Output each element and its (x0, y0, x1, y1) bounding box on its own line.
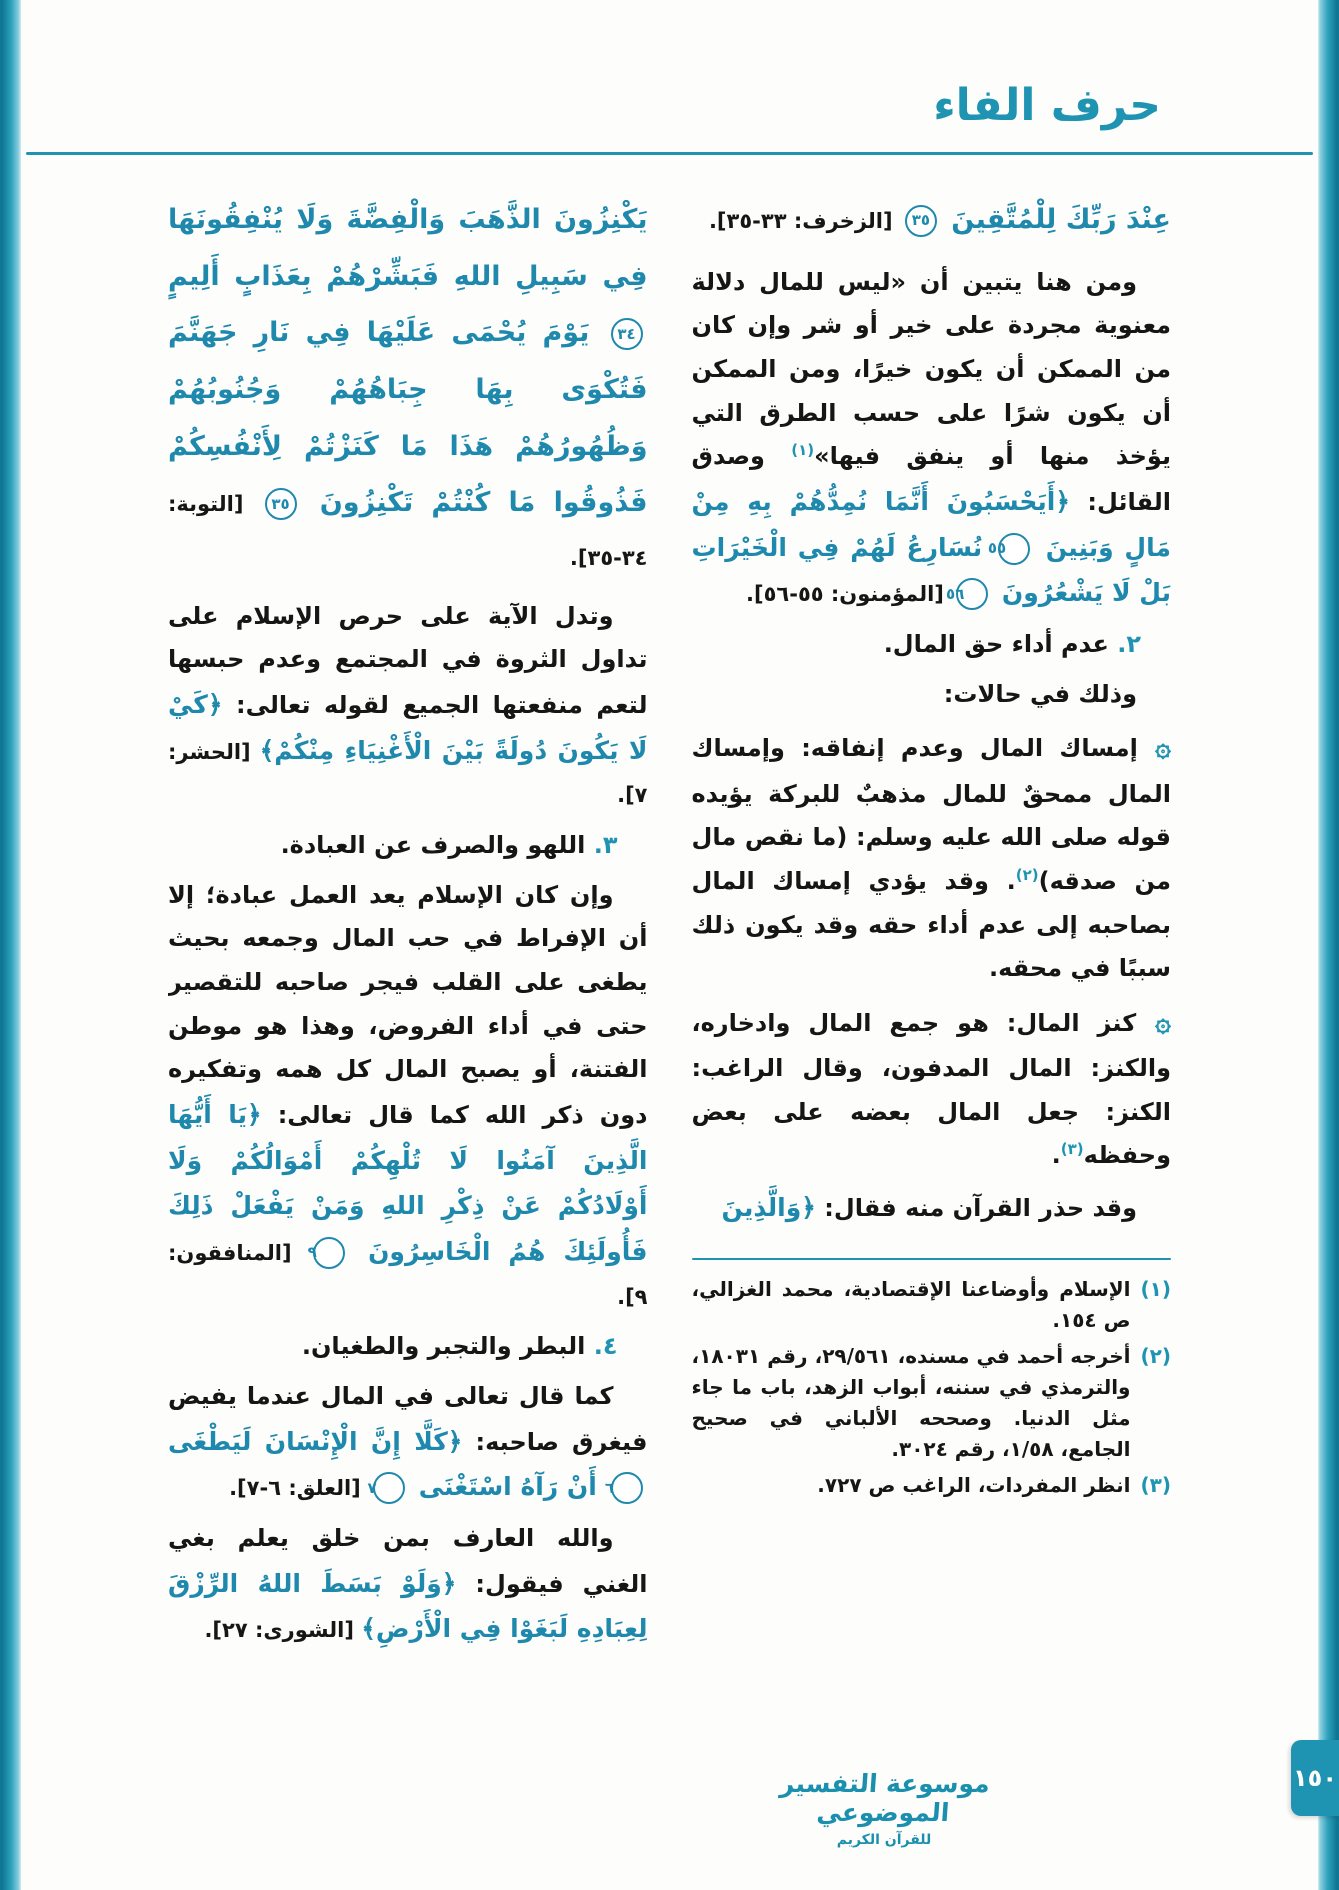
verse-reference: [الحشر: ٧]. (168, 739, 648, 808)
left-page-border (0, 0, 21, 1890)
logo-subtitle: للقرآن الكريم (836, 1832, 932, 1848)
ayah-number-marker: ٣٥ (905, 205, 937, 237)
page-content (168, 192, 1171, 1770)
footnote-text: انظر المفردات، الراغب ص ٧٢٧. (817, 1473, 1131, 1498)
column-left (168, 192, 648, 1770)
emphasized-text: إمساك المال وعدم إنفاقه: (784, 734, 1138, 763)
column-left-blocks (168, 192, 648, 1659)
paragraph-block (168, 1375, 648, 1510)
ayah-number-marker: ٩ (313, 1237, 345, 1269)
emphasized-text: اللهو والصرف عن العبادة. (280, 830, 586, 859)
quran-verse-text: ﴿وَلَوْ بَسَطَ اللهُ الرِّزْقَ لِعِبَادِهِ لَبَغَوْا فِي الْأَرْضِ﴾ (168, 1568, 648, 1644)
footnote-text: أخرجه أحمد في مسنده، ٢٩/٥٦١، رقم ١٨٠٣١، والترمذي في سننه، أبواب الزهد، باب ما جاء مثل الدنيا. وصححه الألباني في صحيح الجامع، ١/٥٨، رقم ٣٠٢٤. (691, 1344, 1131, 1462)
paragraph-block (168, 1517, 648, 1652)
body-text: وإن كان الإسلام يعد العمل عبادة؛ إلا أن الإفراط في حب المال وجمعه بحيث يطغى على القلب فيجر صاحبه للتقصير حتى في أداء الفروض، وهذا هو موطن الفتنة، أو يصبح المال كل همه وتفكيره دون ذكر الله كما قال تعالى: (168, 880, 648, 1129)
verse-reference: [الزخرف: ٣٣-٣٥]. (708, 209, 900, 233)
section-heading (168, 824, 648, 868)
column-right-blocks (692, 192, 1172, 1238)
bullet-paragraph (692, 723, 1172, 990)
ayah-number-marker: ٣٥ (265, 488, 297, 520)
ayah-number-marker: ٣٤ (611, 318, 643, 350)
quran-verse-text: ﴿وَالَّذِينَ (721, 1193, 816, 1223)
ayah-number-marker: ٥٦ (956, 578, 988, 610)
page-number-badge: ١٥٠ (1291, 1740, 1339, 1816)
footnotes (692, 1258, 1172, 1507)
body-text: . وقد يؤدي إمساك المال بصاحبه إلى عدم أداء حقه وقد يكون ذلك سببًا في محقه. (691, 866, 1171, 983)
heading-number: ٤. (585, 1332, 618, 1361)
emphasized-text: فيقول: (456, 1569, 564, 1598)
paragraph-block (168, 874, 648, 1319)
quran-verse-text: عِنْدَ رَبِّكَ لِلْمُتَّقِينَ (941, 204, 1171, 235)
footnote-number: (١) (1140, 1277, 1171, 1302)
quran-verse-text: ﴿كَلَّا إِنَّ الْإِنْسَانَ لَيَطْغَى (168, 1426, 463, 1456)
footnote-reference: (٣) (1060, 1140, 1084, 1159)
body-text: وإمساك المال ممحقٌ للمال مذهبٌ للبركة يؤيده قوله صلى الله عليه وسلم: (691, 734, 1171, 852)
quran-verse-text: ﴿أَيَحْسَبُونَ أَنَّمَا نُمِدُّهُمْ بِهِ مِنْ مَالٍ وَبَنِينَ (691, 487, 1171, 562)
emphasized-text: كنز المال: (988, 1008, 1137, 1037)
body-text: . (1051, 1141, 1061, 1170)
quran-verse-text: ﴿كَيْ لَا يَكُونَ دُولَةً بَيْنَ الْأَغْنِيَاءِ مِنْكُمْ﴾ (168, 689, 648, 765)
footnote-number: (٢) (1140, 1344, 1171, 1369)
bullet-ornament-icon: ۞ (1136, 1006, 1171, 1038)
paragraph-block (692, 261, 1172, 616)
verse-reference: [التوبة: ٣٤-٣٥]. (168, 492, 648, 571)
footnote-item (692, 1470, 1172, 1501)
verse-reference: [العلق: ٦-٧]. (229, 1476, 369, 1501)
right-page-border (1318, 0, 1339, 1890)
emphasized-text: البطر والتجبر والطغيان. (301, 1332, 586, 1361)
verse-reference: [الشورى: ٢٧]. (204, 1618, 362, 1643)
header-rule (26, 152, 1313, 155)
ayah-number-marker: ٧ (373, 1472, 405, 1504)
chapter-title: حرف الفاء (933, 80, 1161, 131)
bullet-paragraph (692, 998, 1172, 1178)
footnote-reference: (٢) (1015, 865, 1039, 884)
ayah-number-marker: ٥٥ (998, 533, 1030, 565)
verse-reference: [المؤمنون: ٥٥-٥٦]. (746, 582, 952, 607)
emphasized-text: عدم أداء حق المال. (883, 630, 1109, 659)
body-text: وقد حذر القرآن منه فقال: (815, 1194, 1137, 1223)
quran-verse-text: أَنْ رَآهُ اسْتَغْنَى (410, 1472, 606, 1502)
footnote-item (692, 1274, 1172, 1336)
body-text: وذلك في حالات: (943, 679, 1137, 708)
body-text: كما قال تعالى في المال عندما يفيض فيغرق صاحبه: (168, 1381, 648, 1456)
publisher-logo (769, 1769, 999, 1848)
body-text: ومن هنا يتبين أن «ليس للمال دلالة معنوية مجردة على خير أو شر وإن كان من الممكن أن يكون خيرًا، ومن الممكن أن يكون شرًا على حسب الطرق التي يؤخذ منها أو ينفق فيها» (691, 267, 1171, 471)
section-heading (692, 623, 1172, 667)
footnote-text: الإسلام وأوضاعنا الإقتصادية، محمد الغزالي، ص ١٥٤. (691, 1277, 1131, 1333)
heading-number: ٢. (1108, 630, 1141, 659)
quran-verse-text: ﴿يَا أَيُّهَا الَّذِينَ آمَنُوا لَا تُلْهِكُمْ أَمْوَالُكُمْ وَلَا أَوْلَادُكُمْ عَنْ ذِكْرِ اللهِ وَمَنْ يَفْعَلْ ذَلِكَ فَأُولَئِكَ هُمُ الْخَاسِرُونَ (168, 1099, 648, 1266)
paragraph-block (168, 595, 648, 817)
section-heading (168, 1325, 648, 1369)
verse-reference: [المنافقون: ٩]. (168, 1240, 648, 1309)
footnote-reference: (١) (791, 441, 815, 460)
footnote-separator (692, 1258, 1172, 1261)
paragraph-block (692, 1185, 1172, 1231)
column-right (692, 192, 1172, 1770)
footnote-number: (٣) (1140, 1473, 1171, 1498)
paragraph-block (692, 673, 1172, 717)
quran-verse-text: يَكْنِزُونَ الذَّهَبَ وَالْفِضَّةَ وَلَا يُنْفِقُونَهَا فِي سَبِيلِ اللهِ فَبَشِّرْهُمْ بِعَذَابٍ أَلِيمٍ (168, 204, 648, 292)
footnotes-list (692, 1274, 1172, 1501)
ayah-number-marker: ٦ (611, 1472, 643, 1504)
body-text: وتدل الآية على حرص الإسلام على تداول الثروة في المجتمع وعدم حبسها لتعم منفعتها الجميع لقوله تعالى: (168, 601, 648, 719)
footnote-item (692, 1341, 1172, 1465)
quran-verse-text: يَوْمَ يُحْمَى عَلَيْهَا فِي نَارِ جَهَنَّمَ فَتُكْوَى بِهَا جِبَاهُهُمْ وَجُنُوبُهُمْ وَظُهُورُهُمْ هَذَا مَا كَنَزْتُمْ لِأَنْفُسِكُمْ فَذُوقُوا مَا كُنْتُمْ تَكْنِزُونَ (168, 317, 648, 519)
body-text: والله العارف بمن خلق يعلم بغي الغني (168, 1523, 648, 1598)
body-text: هو جمع المال وادخاره، والكنز: المال المدفون، وقال الراغب: الكنز: جعل المال بعضه على بعض وحفظه (691, 1008, 1171, 1170)
bullet-ornament-icon: ۞ (1137, 732, 1171, 764)
logo-title: موسوعة التفسير الموضوعي (779, 1769, 991, 1827)
quran-verse-block (692, 192, 1172, 249)
quran-verse-text: نُسَارِعُ لَهُمْ فِي الْخَيْرَاتِ بَلْ لَا يَشْعُرُونَ (691, 532, 1171, 608)
quran-verse-block (168, 192, 648, 583)
emphasized-text: (ما نقص مال من صدقه) (691, 823, 1171, 895)
heading-number: ٣. (585, 830, 618, 859)
body-text: وصدق القائل: (691, 442, 1171, 517)
